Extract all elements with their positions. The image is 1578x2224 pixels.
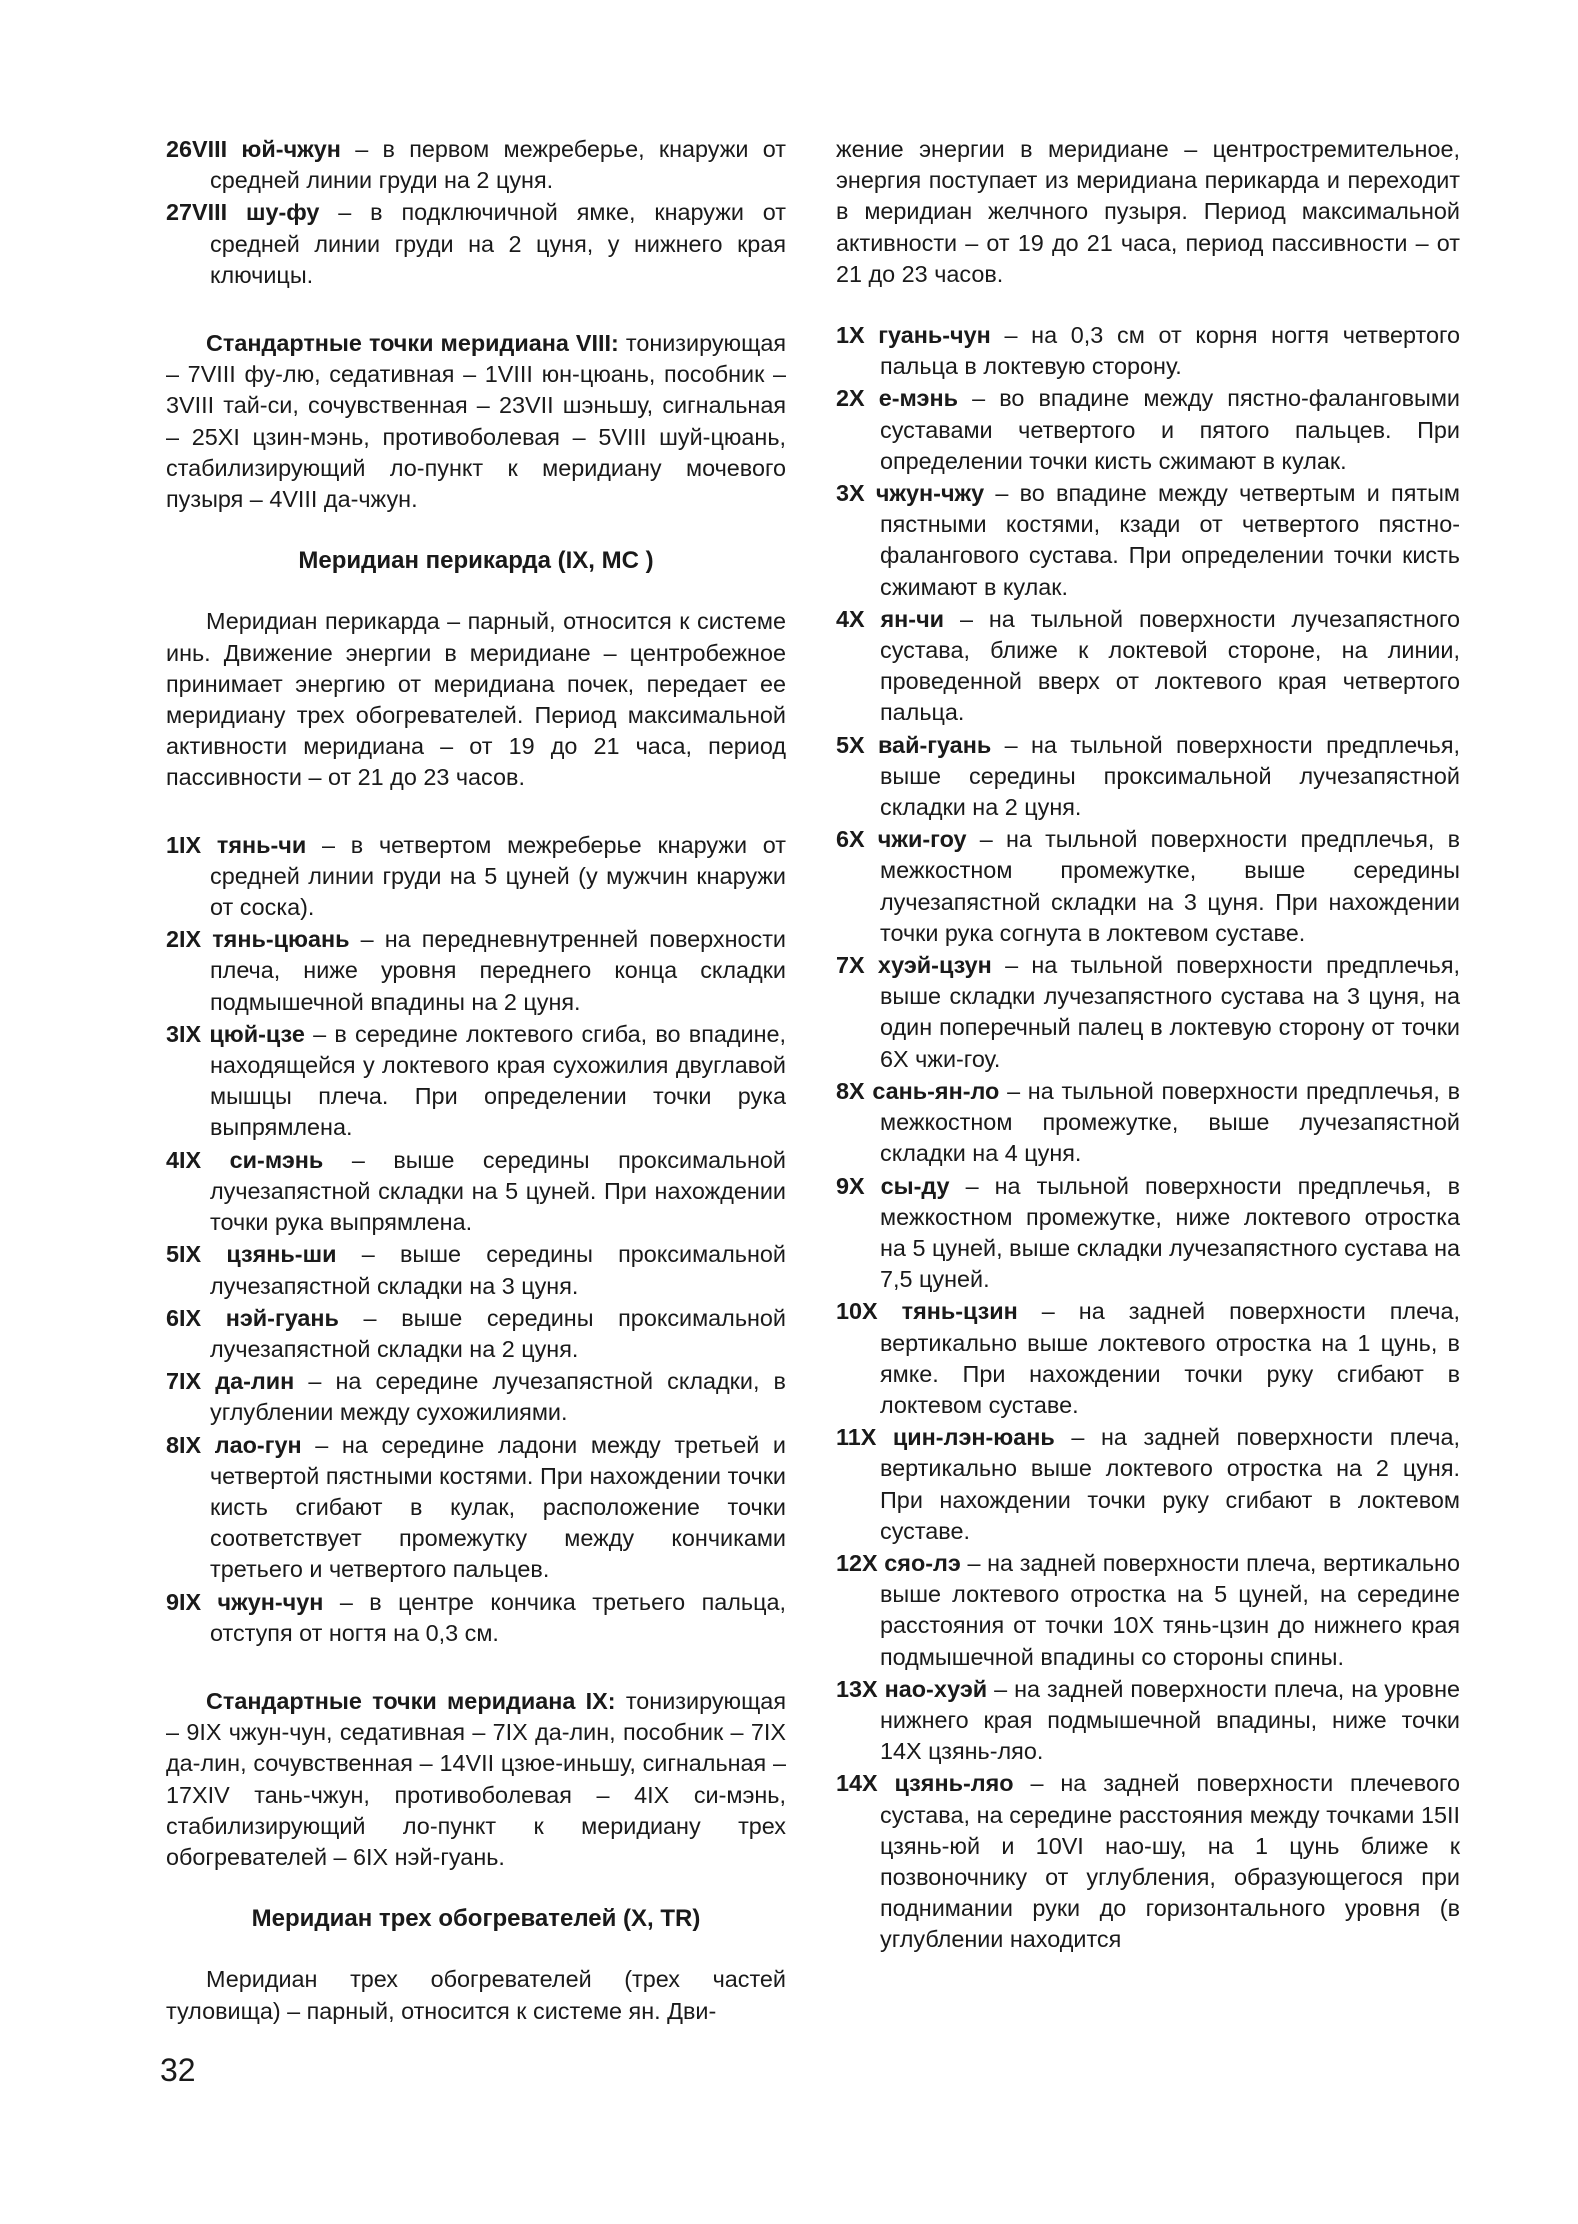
standard-points-lead: Стандартные точки меридиана IX: [206, 1687, 616, 1714]
point-description: – в первом межреберье, кнаружи от средней линии груди на 2 цуня. [210, 136, 786, 194]
point-description: – на тыльной поверхности предплечья, в межкостном промежутке, ниже локтевого отростка на 5 цуней, выше складки лучезапястного сустава на 7,5 цуней. [880, 1172, 1461, 1293]
point-code: 2IX тянь-цюань [166, 926, 350, 953]
point-description: – в подключичной ямке, кнаружи от средней линии груди на 2 цуня, у нижнего края ключицы. [210, 199, 786, 288]
point-code: 3IX цюй-цзе [166, 1020, 305, 1047]
point-code: 6X чжи-гоу [836, 826, 967, 853]
point-description: – в четвертом межреберье кнаружи от средней линии груди на 5 цуней (у мужчин кнаружи от соска). [210, 831, 786, 921]
standard-points-paragraph [166, 1686, 786, 1873]
point-entry [166, 1145, 786, 1239]
point-description: – на тыльной поверхности предплечья, в межкостном промежутке, выше лучезапястной складки на 4 цуня. [880, 1077, 1460, 1167]
point-entry [836, 478, 1460, 603]
point-entry [836, 730, 1460, 824]
point-code: 7X хуэй-цзун [836, 952, 992, 979]
point-code: 8IX лао-гун [166, 1431, 302, 1458]
point-description: – выше середины проксимальной лучезапястной складки на 2 цуня. [210, 1304, 786, 1362]
point-description: – во впадине между четвертым и пятым пястными костями, кзади от четвертого пястно-фалангового сустава. При определении точки кисть сжимают в кулак. [880, 480, 1461, 600]
point-code: 10X тянь-цзин [836, 1298, 1018, 1325]
point-entry [166, 1303, 786, 1365]
point-entry [836, 1548, 1460, 1673]
point-code: 12X сяо-лэ [836, 1549, 961, 1576]
point-code: 4X ян-чи [836, 605, 945, 632]
point-code: 13X нао-хуэй [836, 1675, 988, 1702]
point-code: 1X гуань-чун [836, 322, 991, 349]
point-code: 1IX тянь-чи [166, 831, 307, 858]
section-intro: Меридиан трех обогревателей (трех частей туловища) – парный, относится к системе ян. Дви- [166, 1966, 786, 2024]
point-description: – на 0,3 см от корня ногтя четвертого пальца в локтевую сторону. [880, 322, 1460, 380]
point-entry [166, 1587, 786, 1649]
point-description: – на тыльной поверхности лучезапястного сустава, ближе к локтевой стороне, на линии, проведенной вверх от локтевого края четвертого пальца. [880, 605, 1460, 726]
point-code: 9IX чжун-чун [166, 1588, 324, 1615]
standard-points-lead: Стандартные точки меридиана VIII: [206, 330, 619, 357]
point-code: 9X сы-ду [836, 1172, 950, 1199]
point-entry [166, 197, 786, 291]
point-description: – на задней поверхности плеча, вертикально выше локтевого отростка на 2 цуня. При нахождении точки руку сгибают в локтевом суставе. [880, 1424, 1460, 1544]
point-entry [836, 1171, 1460, 1296]
point-description: – на задней поверхности плеча, вертикально выше локтевого отростка на 5 цуней, на середине расстояния от точки 10X тянь-цзин до нижнего края подмышечной впадины со стороны спины. [880, 1549, 1460, 1670]
section-intro-continued: жение энергии в меридиане – центростремительное, энергия поступает из меридиана перикарда и переходит в меридиан желчного пузыря. Период максимальной активности – от 19 до 21 часа, период пассивности – от 21 до 23 часов. [836, 136, 1460, 287]
point-description: – на середине ладони между третьей и четвертой пястными костями. При нахождении точки кисть сгибают в кулак, расположение точки соответствует промежутку между кончиками третьего и четвертого пальцев. [210, 1431, 786, 1583]
point-description: – на передневнутренней поверхности плеча, ниже уровня переднего конца складки подмышечной впадины на 2 цуня. [210, 926, 786, 1015]
standard-points-text: тонизирующая – 7VIII фу-лю, седативная – 1VIII юн-цюань, пособник – 3VIII тай-си, сочувственная – 23VII шэньшу, сигнальная – 25XI цзин-мэнь, противоболевая – 5VIII шуй-цюань, стабилизирующий ло-пункт к меридиану мочевого пузыря – 4VIII да-чжун. [166, 330, 787, 513]
point-entry [166, 924, 786, 1018]
point-code: 14X цзянь-ляо [836, 1770, 1014, 1797]
standard-points-paragraph [166, 328, 786, 515]
point-entry [166, 1366, 786, 1428]
point-code: 3X чжун-чжу [836, 480, 985, 507]
point-code: 11X цин-лэн-юань [836, 1424, 1055, 1451]
point-entry [836, 604, 1460, 729]
point-entry [836, 824, 1460, 949]
point-description: – на задней поверхности плеча, вертикально выше локтевого отростка на 1 цунь, в ямке. При нахождении точки руку сгибают в локтевом суставе. [880, 1298, 1460, 1418]
point-description: – на задней поверхности плеча, на уровне нижнего края подмышечной впадины, ниже точки 14X цзянь-ляо. [880, 1675, 1460, 1765]
point-entry [836, 320, 1460, 382]
left-column [166, 134, 786, 2027]
standard-points-text: тонизирующая – 9IX чжун-чун, седативная – 7IX да-лин, пособник – 7IX да-лин, сочувственная – 14VII цзюе-иньшу, сигнальная – 17XIV тань-чжун, противоболевая – 4IX си-мэнь, стабилизирующий ло-пункт к меридиану трех обогревателей – 6IX нэй-гуань. [166, 1687, 786, 1870]
point-entry [166, 134, 786, 196]
point-entry [836, 1422, 1460, 1547]
point-code: 26VIII юй-чжун [166, 136, 341, 162]
point-entry [836, 1674, 1460, 1768]
point-description: – во впадине между пястно-фаланговыми суставами четвертого и пятого пальцев. При определении точки кисть сжимают в кулак. [880, 385, 1460, 474]
point-description: – на тыльной поверхности предплечья, в межкостном промежутке, выше середины лучезапястной складки на 3 цуня. При нахождении точки рука согнута в локтевом суставе. [880, 826, 1460, 946]
point-code: 5X вай-гуань [836, 731, 992, 758]
point-description: – в центре кончика третьего пальца, отступя от ногтя на 0,3 см. [210, 1588, 787, 1646]
point-code: 27VIII шу-фу [166, 199, 320, 226]
section-heading: Меридиан трех обогревателей (X, TR) [251, 1905, 701, 1933]
point-entry [166, 1239, 786, 1301]
point-entry [836, 950, 1460, 1075]
point-entry [166, 1430, 786, 1586]
right-column [836, 134, 1460, 1957]
point-code: 8X сань-ян-ло [836, 1077, 1000, 1104]
point-entry [836, 383, 1460, 477]
section-heading: Меридиан перикарда (IX, MC ) [298, 547, 654, 575]
point-code: 4IX си-мэнь [166, 1146, 324, 1173]
point-entry [166, 830, 786, 924]
point-code: 6IX нэй-гуань [166, 1304, 339, 1331]
section-intro: Меридиан перикарда – парный, относится к системе инь. Движение энергии в меридиане – центробежное принимает энергию от меридиана почек, передает ее меридиану трех обогревателей. Период максимальной активности меридиана – от 19 до 21 часа, период пассивности – от 21 до 23 часов. [166, 608, 786, 791]
point-description: – в середине локтевого сгиба, во впадине, находящейся у локтевого края сухожилия двуглавой мышцы плеча. При определении точки рука выпрямлена. [210, 1020, 787, 1141]
point-entry [836, 1296, 1460, 1421]
point-code: 7IX да-лин [166, 1368, 295, 1395]
point-entry [166, 1019, 786, 1144]
point-description: – на задней поверхности плечевого сустава, на середине расстояния между точками 15II цзянь-юй и 10VI нао-шу, на 1 цунь ближе к позвоночнику от углубления, образующегося при поднимании руки до горизонтального уровня (в углублении находится [880, 1770, 1460, 1953]
point-code: 5IX цзянь-ши [166, 1241, 337, 1268]
point-description: – выше середины проксимальной лучезапястной складки на 5 цуней. При нахождении точки рука выпрямлена. [210, 1146, 786, 1236]
point-description: – на тыльной поверхности предплечья, выше середины проксимальной лучезапястной складки на 2 цуня. [880, 731, 1460, 821]
page-number: 32 [160, 2052, 196, 2088]
point-entry [836, 1076, 1460, 1170]
point-code: 2X е-мэнь [836, 385, 958, 412]
point-description: – на тыльной поверхности предплечья, выше складки лучезапястного сустава на 3 цуня, на один поперечный палец в локтевую сторону от точки 6X чжи-гоу. [880, 952, 1460, 1072]
point-description: – выше середины проксимальной лучезапястной складки на 3 цуня. [210, 1241, 786, 1299]
point-description: – на середине лучезапястной складки, в углублении между сухожилиями. [210, 1368, 786, 1426]
point-entry [836, 1768, 1460, 1955]
